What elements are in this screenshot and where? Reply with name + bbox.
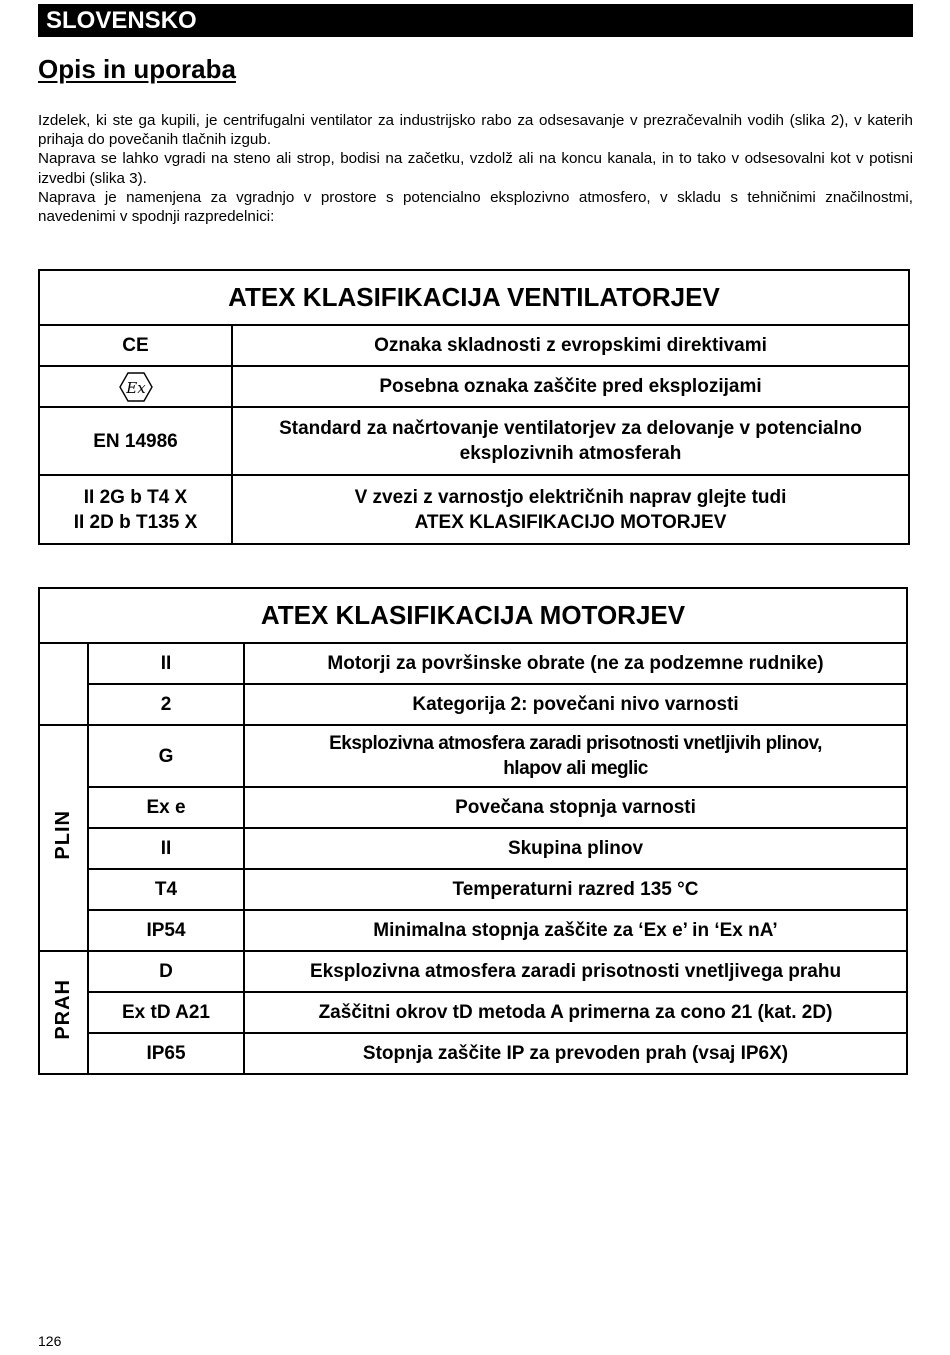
- row-text: Temperaturni razred 135 °C: [244, 869, 907, 910]
- row-code: II: [88, 643, 244, 684]
- language-header: SLOVENSKO: [38, 4, 913, 37]
- row-code: Ex e: [88, 787, 244, 828]
- fans-table-title: ATEX KLASIFIKACIJA VENTILATORJEV: [39, 270, 909, 325]
- table-row: [39, 910, 907, 951]
- row-text: [232, 475, 909, 544]
- row-code: IP54: [88, 910, 244, 951]
- group-blank: [39, 643, 88, 725]
- row-text: Posebna oznaka zaščite pred eksplozijami: [232, 366, 909, 407]
- ex-symbol-icon: [118, 371, 154, 403]
- table-row: [39, 828, 907, 869]
- intro-text: [38, 111, 913, 226]
- row-code: Ex tD A21: [88, 992, 244, 1033]
- row-code: G: [88, 725, 244, 787]
- row-code: CE: [39, 325, 232, 366]
- row-text: Eksplozivna atmosfera zaradi prisotnosti vnetljivega prahu: [244, 951, 907, 992]
- row-code: 2: [88, 684, 244, 725]
- svg-text:Ex: Ex: [125, 378, 146, 397]
- row-text: Standard za načrtovanje ventilatorjev za delovanje v potencialno eksplozivnih atmosferah: [232, 407, 909, 475]
- row-text: [244, 725, 907, 787]
- row-code: [39, 475, 232, 544]
- atex-fans-table: [38, 269, 910, 545]
- gas-group: [39, 725, 88, 951]
- row-text: Skupina plinov: [244, 828, 907, 869]
- table-row: [39, 684, 907, 725]
- intro-paragraph: Naprava je namenjena za vgradnjo v prostore s potencialno eksplozivno atmosfero, v skladu s tehničnimi značilnostmi, navedenimi v spodnji razpredelnici:: [38, 188, 913, 226]
- row-text: Zaščitni okrov tD metoda A primerna za cono 21 (kat. 2D): [244, 992, 907, 1033]
- row-code: IP65: [88, 1033, 244, 1074]
- table-row: [39, 366, 909, 407]
- code-line: II 2G b T4 X: [83, 486, 188, 508]
- row-text: Kategorija 2: povečani nivo varnosti: [244, 684, 907, 725]
- table-row: [39, 475, 909, 544]
- text-line: Eksplozivna atmosfera zaradi prisotnosti vnetljivih plinov,: [329, 733, 822, 754]
- table-row: [39, 725, 907, 787]
- text-line: V zvezi z varnostjo električnih naprav glejte tudi: [354, 486, 787, 508]
- table-row: [39, 1033, 907, 1074]
- section-title: Opis in uporaba: [38, 54, 236, 84]
- intro-paragraph: Izdelek, ki ste ga kupili, je centrifugalni ventilator za industrijsko rabo za odsesavanje v prezračevalnih vodih (slika 2), v katerih prihaja do povečanih tlačnih izgub.: [38, 112, 913, 149]
- row-text: Minimalna stopnja zaščite za ‘Ex e’ in ‘Ex nA’: [244, 910, 907, 951]
- row-text: Oznaka skladnosti z evropskimi direktivami: [232, 325, 909, 366]
- dust-group: [39, 951, 88, 1074]
- row-code: II: [88, 828, 244, 869]
- table-row: [39, 407, 909, 475]
- intro-paragraph: Naprava se lahko vgradi na steno ali strop, bodisi na začetku, vzdolž ali na koncu kanala, in to tako v odsesovalni kot v potisni izvedbi (slika 3).: [38, 150, 913, 187]
- table-row: [39, 643, 907, 684]
- row-code: [39, 366, 232, 407]
- table-row: [39, 325, 909, 366]
- table-row: [39, 951, 907, 992]
- row-text: Motorji za površinske obrate (ne za podzemne rudnike): [244, 643, 907, 684]
- text-line: hlapov ali meglic: [503, 758, 648, 779]
- row-code: T4: [88, 869, 244, 910]
- table-row: [39, 869, 907, 910]
- table-row: [39, 787, 907, 828]
- row-code: EN 14986: [39, 407, 232, 475]
- gas-group-label: PLIN: [52, 809, 74, 860]
- text-line: ATEX KLASIFIKACIJO MOTORJEV: [414, 511, 727, 533]
- page-number: 126: [38, 1333, 62, 1349]
- row-text: Povečana stopnja varnosti: [244, 787, 907, 828]
- motors-table-title: ATEX KLASIFIKACIJA MOTORJEV: [39, 588, 907, 643]
- dust-group-label: PRAH: [52, 978, 74, 1040]
- atex-motors-table: [38, 587, 908, 1075]
- row-text: Stopnja zaščite IP za prevoden prah (vsaj IP6X): [244, 1033, 907, 1074]
- table-row: [39, 992, 907, 1033]
- row-code: D: [88, 951, 244, 992]
- code-line: II 2D b T135 X: [73, 511, 198, 533]
